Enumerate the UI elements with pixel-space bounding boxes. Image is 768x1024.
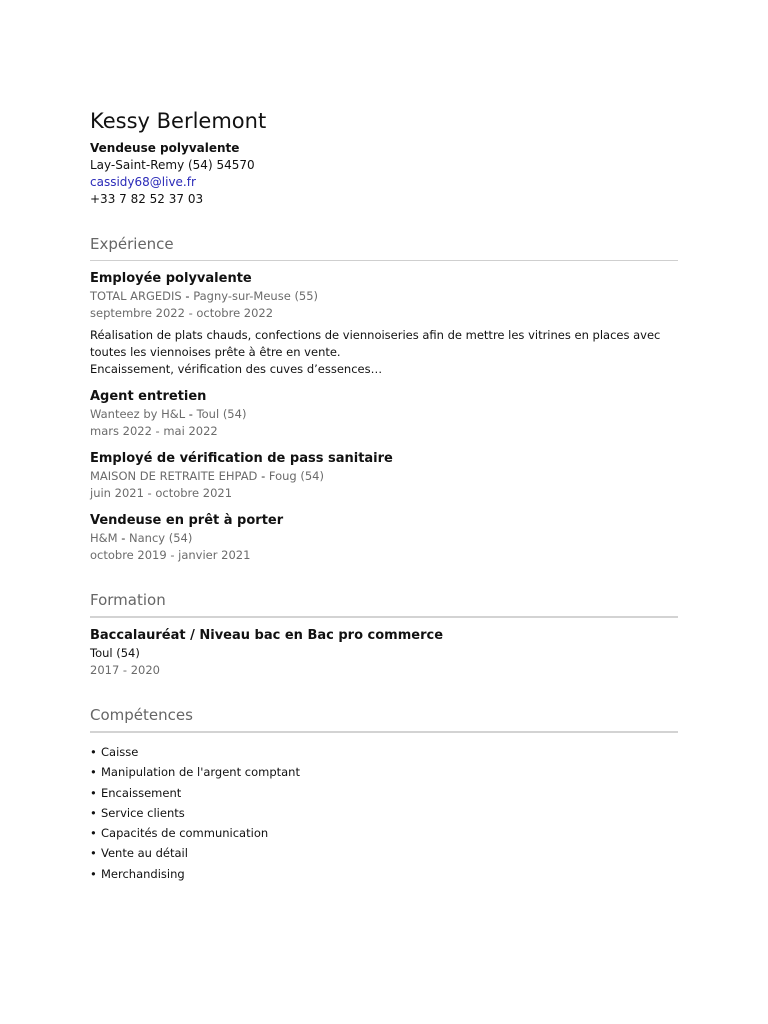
job-company: MAISON DE RETRAITE EHPAD xyxy=(90,469,258,483)
experience-section xyxy=(90,234,678,564)
job-item xyxy=(90,388,678,440)
job-company: TOTAL ARGEDIS xyxy=(90,289,182,303)
separator: - xyxy=(121,531,126,545)
job-location: Nancy (54) xyxy=(129,531,193,545)
list-item xyxy=(90,843,678,863)
skill-label: Vente au détail xyxy=(101,846,188,861)
skills-section xyxy=(90,705,678,884)
skill-label: Capacités de communication xyxy=(101,826,269,841)
degree-title: Baccalauréat / Niveau bac en Bac pro commerce xyxy=(90,628,444,643)
job-title: Employé de vérification de pass sanitaire xyxy=(90,451,393,466)
candidate-title: Vendeuse polyvalente xyxy=(90,141,240,155)
job-title: Agent entretien xyxy=(90,389,207,404)
job-title: Vendeuse en prêt à porter xyxy=(90,513,284,528)
separator: - xyxy=(188,407,193,421)
list-item xyxy=(90,803,678,823)
job-company-location xyxy=(90,468,678,485)
bullet-icon: • xyxy=(90,745,97,759)
separator: - xyxy=(185,289,190,303)
candidate-phone: +33 7 82 52 37 03 xyxy=(90,192,204,206)
list-item xyxy=(90,864,678,884)
job-dates: septembre 2022 - octobre 2022 xyxy=(90,306,274,320)
job-dates: juin 2021 - octobre 2021 xyxy=(90,486,233,500)
experience-heading: Expérience xyxy=(90,234,678,261)
candidate-address: Lay-Saint-Remy (54) 54570 xyxy=(90,158,255,172)
job-item xyxy=(90,270,678,378)
skill-label: Service clients xyxy=(101,805,185,820)
job-title: Employée polyvalente xyxy=(90,271,252,286)
resume-page xyxy=(90,106,678,884)
job-item xyxy=(90,450,678,502)
email-line xyxy=(90,174,678,191)
education-dates: 2017 - 2020 xyxy=(90,663,160,677)
job-company: H&M xyxy=(90,531,118,545)
bullet-icon: • xyxy=(90,765,97,780)
bullet-icon: • xyxy=(90,866,97,881)
list-item xyxy=(90,742,678,762)
school-location: Toul (54) xyxy=(90,646,140,660)
list-item xyxy=(90,783,678,803)
bullet-icon: • xyxy=(90,785,97,800)
job-item xyxy=(90,512,678,564)
job-location: Toul (54) xyxy=(196,407,247,421)
education-section xyxy=(90,590,678,679)
job-location: Pagny-sur-Meuse (55) xyxy=(193,289,319,303)
job-company-location xyxy=(90,530,678,547)
resume-header xyxy=(90,106,678,208)
job-dates: octobre 2019 - janvier 2021 xyxy=(90,548,251,562)
skill-label: Encaissement xyxy=(101,785,182,800)
job-description-line: Réalisation de plats chauds, confections de viennoiseries afin de mettre les vitrines en places avec toutes les viennoises prête à être en vente. xyxy=(90,328,661,359)
job-description-line: Encaissement, vérification des cuves d’essences… xyxy=(90,362,383,376)
education-heading: Formation xyxy=(90,590,678,618)
job-company: Wanteez by H&L xyxy=(90,407,186,421)
job-description xyxy=(90,327,678,378)
bullet-icon: • xyxy=(90,805,97,820)
skill-label: Manipulation de l'argent comptant xyxy=(101,765,300,780)
skills-heading: Compétences xyxy=(90,705,678,733)
separator: - xyxy=(261,469,266,483)
skill-label: Merchandising xyxy=(101,866,185,881)
email-link[interactable]: cassidy68@live.fr xyxy=(90,175,196,189)
education-item xyxy=(90,627,678,679)
job-company-location xyxy=(90,288,678,305)
bullet-icon: • xyxy=(90,846,97,861)
bullet-icon: • xyxy=(90,826,97,841)
list-item xyxy=(90,823,678,843)
job-company-location xyxy=(90,406,678,423)
list-item xyxy=(90,762,678,782)
skills-list xyxy=(90,742,678,884)
job-location: Foug (54) xyxy=(268,469,324,483)
skill-label: Caisse xyxy=(101,745,139,759)
job-dates: mars 2022 - mai 2022 xyxy=(90,424,218,438)
candidate-name: Kessy Berlemont xyxy=(90,109,267,133)
